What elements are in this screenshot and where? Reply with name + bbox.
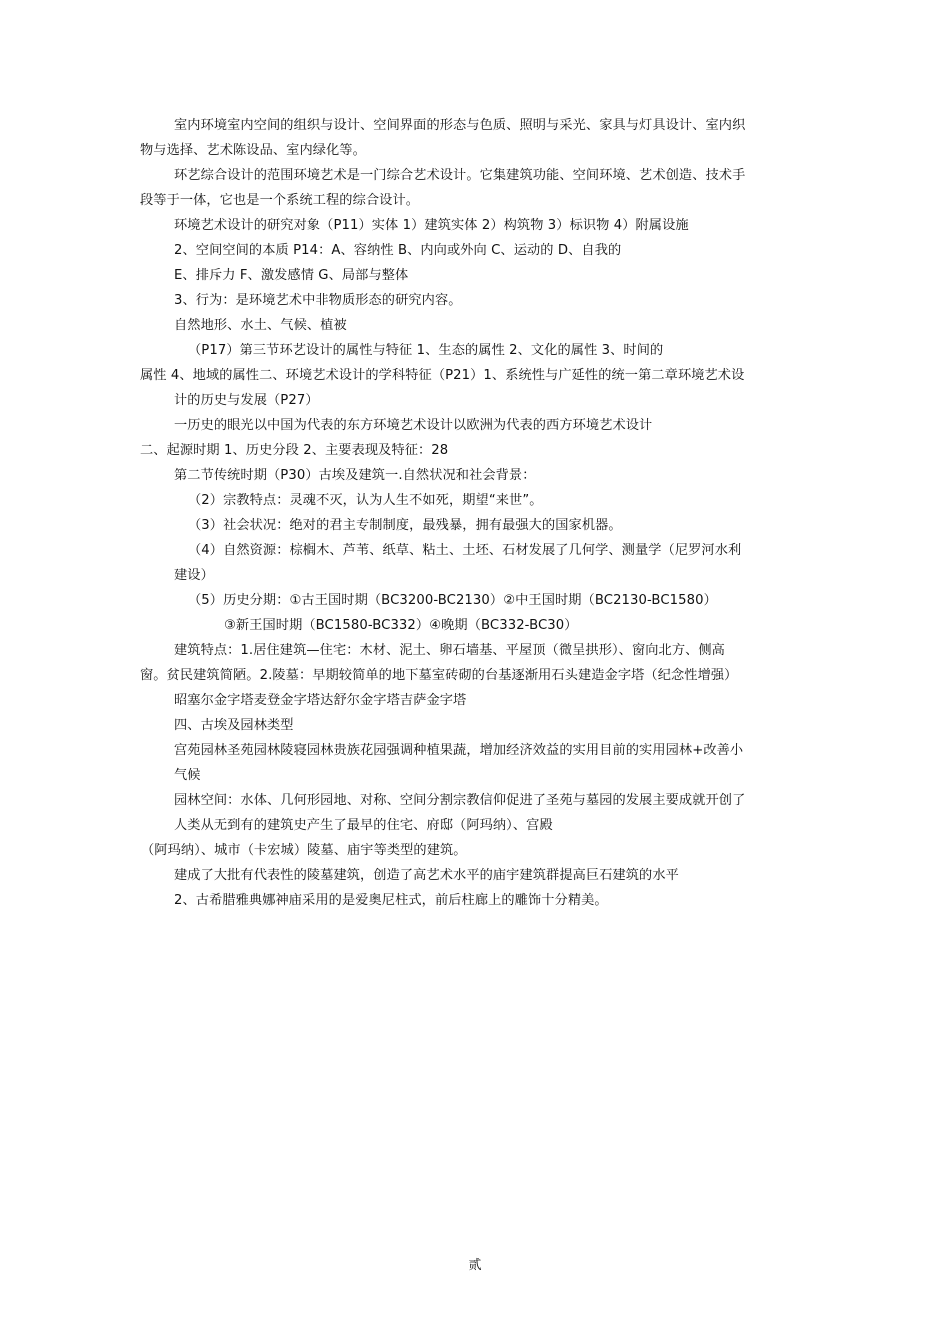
text-line: 环艺综合设计的范围环境艺术是一门综合艺术设计。它集建筑功能、空间环境、艺术创造、技术手: [174, 168, 746, 183]
text-line: 建成了大批有代表性的陵墓建筑，创造了高艺术水平的庙宇建筑群提高巨石建筑的水平: [174, 868, 679, 883]
text-line: 2、空间空间的本质 P14：A、容纳性 B、内向或外向 C、运动的 D、自我的: [174, 243, 622, 258]
text-line: 二、起源时期 1、历史分段 2、主要表现及特征：28: [140, 443, 449, 458]
text-line: ③新王国时期（BC1580-BC332）④晚期（BC332-BC30）: [224, 618, 578, 633]
text-line: 自然地形、水土、气候、植被: [174, 318, 347, 333]
text-line: 建设）: [174, 568, 214, 583]
text-line: （3）社会状况：绝对的君主专制制度，最残暴，拥有最强大的国家机器。: [188, 518, 622, 533]
text-line: （5）历史分期：①古王国时期（BC3200-BC2130）②中王国时期（BC2130-BC1580）: [188, 593, 717, 608]
text-line: （阿玛纳）、城市（卡宏城）陵墓、庙宇等类型的建筑。: [141, 843, 467, 858]
text-line: 2、古希腊雅典娜神庙采用的是爱奥尼柱式，前后柱廊上的雕饰十分精美。: [174, 893, 608, 908]
text-line: 园林空间：水体、几何形园地、对称、空间分割宗教信仰促进了圣苑与墓园的发展主要成就开创了: [174, 793, 746, 808]
text-line: 室内环境室内空间的组织与设计、空间界面的形态与色质、照明与采光、家具与灯具设计、室内织: [174, 118, 746, 133]
text-line: 建筑特点：1.居住建筑—住宅：木材、泥土、卵石墙基、平屋顶（微呈拱形）、窗向北方、侧高: [174, 643, 725, 658]
text-line: （P17）第三节环艺设计的属性与特征 1、生态的属性 2、文化的属性 3、时间的: [188, 343, 664, 358]
page-number: 贰: [468, 1258, 482, 1273]
text-line: （4）自然资源：棕榈木、芦苇、纸草、粘土、土坯、石材发展了几何学、测量学（尼罗河水利: [188, 543, 742, 558]
text-line: 宫苑园林圣苑园林陵寝园林贵族花园强调种植果蔬，增加经济效益的实用目前的实用园林+改善小: [174, 743, 744, 758]
text-line: 3、行为：是环境艺术中非物质形态的研究内容。: [174, 293, 462, 308]
text-line: 窗。贫民建筑简陋。2.陵墓：早期较简单的地下墓室砖砌的台基逐渐用石头建造金字塔（纪念性增强）: [140, 668, 738, 683]
text-line: 气候: [174, 768, 201, 783]
text-line: E、排斥力 F、激发感情 G、局部与整体: [174, 268, 409, 283]
text-line: 一历史的眼光以中国为代表的东方环境艺术设计以欧洲为代表的西方环境艺术设计: [174, 418, 653, 433]
text-line: 段等于一体，它也是一个系统工程的综合设计。: [140, 193, 420, 208]
text-line: （2）宗教特点：灵魂不灭，认为人生不如死，期望“来世”。: [188, 493, 543, 508]
text-line: 第二节传统时期（P30）古埃及建筑一.自然状况和社会背景：: [174, 468, 536, 483]
text-line: 昭塞尔金字塔麦登金字塔达舒尔金字塔吉萨金字塔: [174, 693, 467, 708]
text-line: 环境艺术设计的研究对象（P11）实体 1）建筑实体 2）构筑物 3）标识物 4）附属设施: [174, 218, 689, 233]
text-line: 属性 4、地域的属性二、环境艺术设计的学科特征（P21）1、系统性与广延性的统一第二章环境艺术设: [140, 368, 745, 383]
text-line: 人类从无到有的建筑史产生了最早的住宅、府邸（阿玛纳）、宫殿: [174, 818, 553, 833]
text-line: 计的历史与发展（P27）: [174, 393, 319, 408]
text-line: 物与选择、艺术陈设品、室内绿化等。: [140, 143, 366, 158]
text-line: 四、古埃及园林类型: [174, 718, 294, 733]
